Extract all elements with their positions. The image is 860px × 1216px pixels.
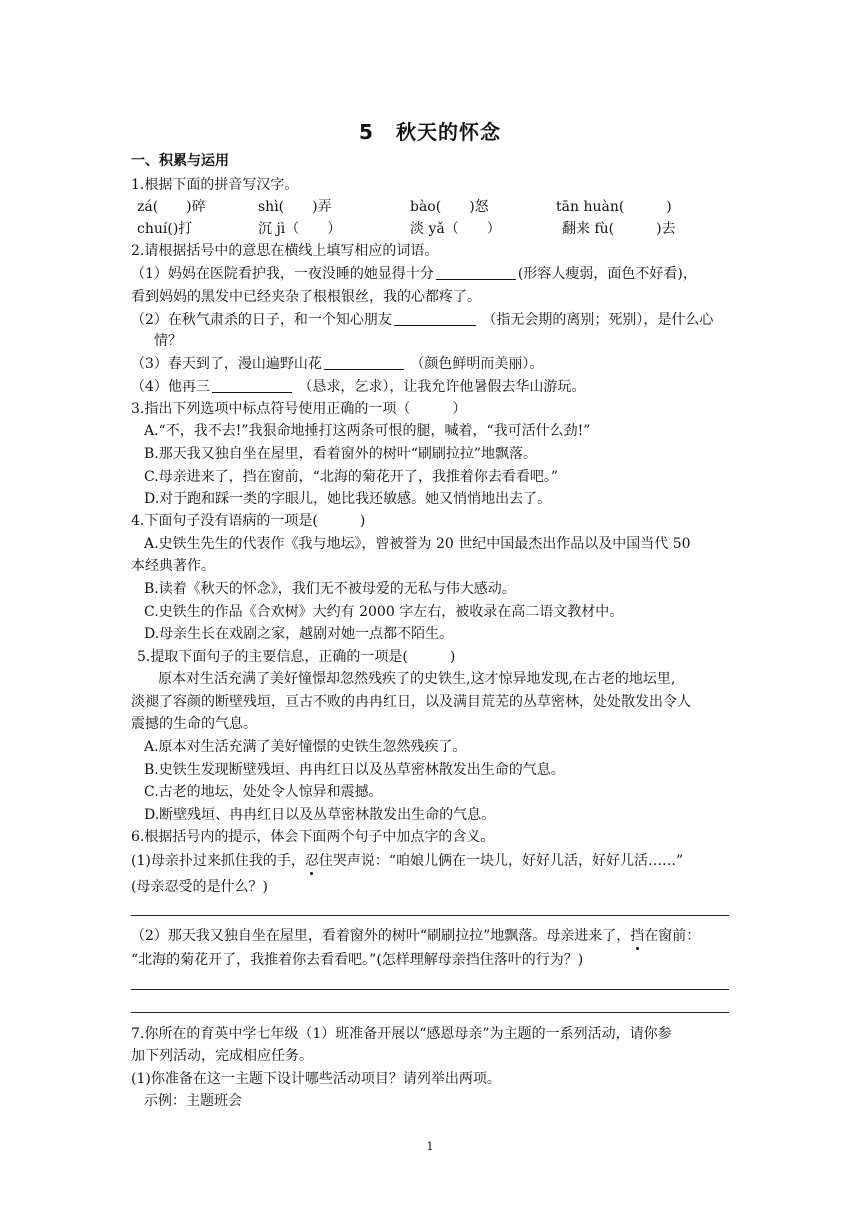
q1-r2-item3: 淡 yǎ（ ） [410, 221, 501, 237]
q5-passage-line1: 原本对生活充满了美好憧憬却忽然残疾了的史铁生,这才惊异地发现,在古老的地坛里, [158, 671, 676, 687]
section-heading: 一、积累与运用 [131, 153, 229, 169]
answer-blank[interactable] [212, 378, 292, 393]
lesson-number: 5 [359, 120, 374, 144]
q7-example: 示例：主题班会 [144, 1093, 242, 1109]
q2-item1-continued: 看到妈妈的黑发中已经夹杂了根根银丝，我的心都疼了。 [131, 289, 481, 305]
emphasis-character: 忍 [304, 853, 319, 869]
q4-option-d: D.母亲生长在戏剧之家，越剧对她一点都不陌生。 [144, 626, 454, 642]
answer-line[interactable] [131, 989, 729, 990]
q5-passage-line2: 淡褪了容颜的断壁残垣，亘古不败的冉冉红日，以及满目荒芜的丛草密林，处处散发出令人 [131, 694, 691, 710]
q3-option-c: C.母亲进来了，挡在窗前，“北海的菊花开了，我推着你去看看吧。” [144, 469, 558, 485]
q5-option-d: D.断壁残垣、冉冉红日以及丛草密林散发出生命的气息。 [144, 807, 496, 823]
q1-prompt: 1.根据下面的拼音写汉字。 [131, 177, 299, 193]
q3-option-d: D.对于跑和踩一类的字眼儿，她比我还敏感。她又悄悄地出去了。 [144, 491, 552, 507]
q6-prompt: 6.根据括号内的提示，体会下面两个句子中加点字的含义。 [131, 829, 495, 845]
q2-item4-hint: （恳求，乞求），让我允许他暑假去华山游玩。 [293, 379, 586, 395]
q6-s2-before: （2）那天我又独自坐在屋里，看着窗外的树叶“刷刷拉拉”地飘落。母亲进来了， [131, 928, 631, 944]
q4-option-a: A.史铁生先生的代表作《我与地坛》，曾被誉为 20 世纪中国最杰出作品以及中国当代 50 [144, 536, 691, 552]
q6-sentence2 [131, 926, 700, 946]
q1-r2-item1: chuí()打 [137, 221, 193, 237]
q2-item2 [131, 310, 713, 330]
q6-s1-question: (母亲忍受的是什么？) [131, 879, 268, 895]
q1-r2-item2: 沉 jì（ ） [258, 221, 342, 237]
q5-option-c: C.古老的地坛，处处令人惊异和震撼。 [144, 784, 383, 800]
answer-blank[interactable] [436, 265, 516, 280]
q7-prompt-line2: 加下列活动，完成相应任务。 [131, 1048, 313, 1064]
answer-blank[interactable] [324, 355, 404, 370]
q5-option-a: A.原本对生活充满了美好憧憬的史铁生忽然残疾了。 [144, 739, 467, 755]
q1-r2-item4: 翻来 fù( )去 [562, 221, 676, 237]
q5-prompt: 5.提取下面句子的主要信息，正确的一项是( ) [137, 649, 456, 665]
q6-s1-after: 住哭声说：“咱娘儿俩在一块儿，好好儿活，好好儿活……” [318, 853, 684, 869]
answer-line[interactable] [131, 915, 729, 916]
q1-r1-item4: tān huàn( ) [556, 199, 672, 215]
q2-item1-text: （1）妈妈在医院看护我，一夜没睡的她显得十分 [131, 266, 434, 282]
q2-item3-hint: （颜色鲜明而美丽）。 [405, 356, 544, 372]
q2-item4 [131, 377, 585, 397]
q5-passage-line3: 震撼的生命的气息。 [131, 716, 257, 732]
q7-sub1: (1)你准备在这一主题下设计哪些活动项目？请列举出两项。 [131, 1071, 501, 1087]
answer-blank[interactable] [394, 311, 476, 326]
q6-s2-after: 在窗前： [644, 928, 701, 944]
page-title [0, 116, 860, 145]
q2-item4-text: （4）他再三 [131, 379, 210, 395]
q4-option-a-continued: 本经典著作。 [131, 558, 215, 574]
q5-option-b: B.史铁生发现断壁残垣、冉冉红日以及丛草密林散发出生命的气息。 [144, 762, 565, 778]
q3-option-b: B.那天我又独自坐在屋里，看着窗外的树叶“刷刷拉拉”地飘落。 [144, 446, 538, 462]
q6-s1-before: (1)母亲扑过来抓住我的手， [131, 853, 305, 869]
q2-item2-hint: （指无会期的离别；死别），是什么心 [477, 312, 714, 328]
q3-prompt: 3.指出下列选项中标点符号使用正确的一项（ ） [131, 401, 467, 417]
answer-line[interactable] [131, 1012, 729, 1013]
q4-option-c: C.史铁生的作品《合欢树》大约有 2000 字左右，被收录在高二语文教材中。 [144, 604, 624, 620]
q2-item3 [131, 354, 543, 374]
q2-prompt: 2.请根据括号中的意思在横线上填写相应的词语。 [131, 243, 439, 259]
q6-sentence1 [131, 851, 683, 871]
q4-option-b: B.读着《秋天的怀念》，我们无不被母爱的无私与伟大感动。 [144, 581, 516, 597]
q7-prompt-line1: 7.你所在的育英中学七年级（1）班准备开展以“感恩母亲”为主题的一系列活动，请你参 [131, 1026, 672, 1042]
lesson-title: 秋天的怀念 [395, 120, 501, 144]
q2-item2-continued: 情？ [154, 333, 182, 349]
q3-option-a: A.“不，我不去!”我狠命地捶打这两条可恨的腿，喊着，“我可活什么劲!” [144, 423, 591, 439]
q2-item1 [131, 264, 697, 284]
q2-item1-hint: (形容人瘦弱，面色不好看)， [517, 266, 697, 282]
q1-r1-item2: shì( )弄 [258, 199, 332, 215]
q1-r1-item1: zá( )碎 [137, 199, 206, 215]
q6-s2-question: “北海的菊花开了，我推着你去看看吧。”(怎样理解母亲挡住落叶的行为？) [131, 952, 584, 968]
q1-r1-item3: bào( )怒 [410, 199, 489, 215]
q2-item2-text: （2）在秋气肃杀的日子，和一个知心朋友 [131, 312, 392, 328]
page-number: 1 [426, 1140, 434, 1153]
q4-prompt: 4.下面句子没有语病的一项是( ) [131, 513, 366, 529]
emphasis-character: 挡 [630, 928, 645, 944]
q2-item3-text: （3）春天到了，漫山遍野山花 [131, 356, 322, 372]
